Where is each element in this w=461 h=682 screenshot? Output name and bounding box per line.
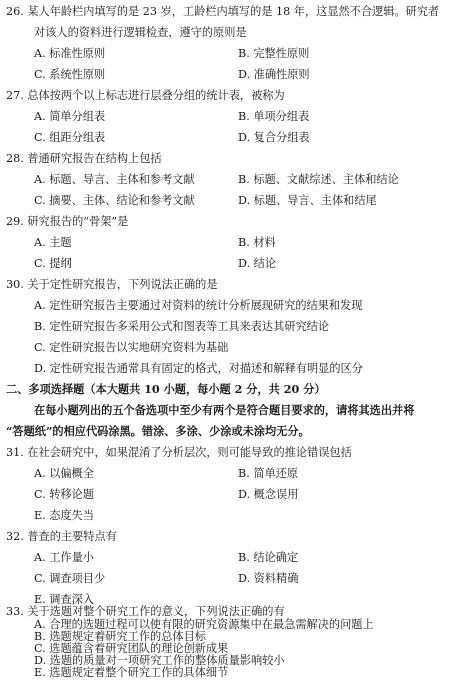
question-31-stem: 31. 在社会研究中，如果混淆了分析层次，则可能导致的推论错误包括: [6, 446, 352, 459]
question-32-option-a: A. 工作量小: [34, 551, 94, 564]
question-29-option-a: A. 主题: [34, 236, 72, 249]
question-31-option-b: B. 简单还原: [238, 467, 299, 480]
question-29-stem: 29. 研究报告的“骨架”是: [6, 215, 129, 228]
question-30-option-c: C. 定性研究报告以实地研究资料为基础: [34, 341, 229, 354]
question-33-option-d: D. 选题的质量对一项研究工作的整体质量影响较小: [34, 654, 285, 667]
section-2-instructions-line-1: 在每小题列出的五个备选项中至少有两个是符合题目要求的，请将其选出并将: [34, 403, 415, 417]
question-29-option-b: B. 材料: [238, 236, 276, 249]
question-26-stem-line-1: 26. 某人年龄栏内填写的是 23 岁，工龄栏内填写的是 18 年，这显然不合逻辑。研究者: [6, 5, 440, 18]
section-2-instructions-line-2: “答题纸”的相应代码涂黑。错涂、多涂、少涂或未涂均无分。: [6, 424, 310, 438]
question-30-option-a: A. 定性研究报告主要通过对资料的统计分析展现研究的结果和发现: [34, 299, 363, 312]
question-33-option-b: B. 选题规定着研究工作的总体目标: [34, 630, 206, 643]
question-28-stem: 28. 普通研究报告在结构上包括: [6, 152, 162, 165]
question-33-option-a: A. 合理的选题过程可以使有限的研究资源集中在最急需解决的问题上: [34, 618, 374, 631]
question-33-option-e: E. 选题规定着整个研究工作的具体细节: [34, 666, 229, 679]
question-31-option-e: E. 态度失当: [34, 509, 95, 522]
section-2-title: 二、多项选择题（本大题共 10 小题，每小题 2 分，共 20 分）: [6, 382, 326, 396]
question-32-option-b: B. 结论确定: [238, 551, 299, 564]
question-26-option-c: C. 系统性原则: [34, 68, 106, 81]
question-30-option-d: D. 定性研究报告通常具有固定的格式，对描述和解释有明显的区分: [34, 362, 363, 375]
question-30-option-b: B. 定性研究报告多采用公式和图表等工具来表达其研究结论: [34, 320, 330, 333]
question-30-stem: 30. 关于定性研究报告，下列说法正确的是: [6, 278, 218, 291]
question-32-option-c: C. 调查项目少: [34, 572, 106, 585]
question-28-option-b: B. 标题、文献综述、主体和结论: [238, 173, 399, 186]
question-26-option-d: D. 准确性原则: [238, 68, 310, 81]
question-32-option-d: D. 资料精确: [238, 572, 299, 585]
question-33-stem: 33. 关于选题对整个研究工作的意义，下列说法正确的有: [6, 605, 285, 618]
question-28-option-c: C. 摘要、主体、结论和参考文献: [34, 194, 195, 207]
question-27-stem: 27. 总体按两个以上标志进行层叠分组的统计表，被称为: [6, 89, 285, 102]
question-27-option-c: C. 组距分组表: [34, 131, 106, 144]
question-27-option-a: A. 简单分组表: [34, 110, 106, 123]
question-26-stem-line-2: 对该人的资料进行逻辑检查，遵守的原则是: [34, 26, 247, 39]
question-31-option-a: A. 以偏概全: [34, 467, 94, 480]
question-29-option-c: C. 提纲: [34, 257, 72, 270]
question-33-option-c: C. 选题蕴含着研究团队的理论创新成果: [34, 642, 229, 655]
question-31-option-c: C. 转移论题: [34, 488, 95, 501]
question-29-option-d: D. 结论: [238, 257, 277, 270]
question-26-option-b: B. 完整性原则: [238, 47, 310, 60]
question-31-option-d: D. 概念误用: [238, 488, 299, 501]
question-28-option-d: D. 标题、导言、主体和结尾: [238, 194, 377, 207]
question-27-option-b: B. 单项分组表: [238, 110, 310, 123]
question-26-option-a: A. 标准性原则: [34, 47, 106, 60]
question-28-option-a: A. 标题、导言、主体和参考文献: [34, 173, 195, 186]
question-32-option-e: E. 调查深入: [34, 593, 95, 606]
question-27-option-d: D. 复合分组表: [238, 131, 310, 144]
question-32-stem: 32. 普查的主要特点有: [6, 530, 117, 543]
